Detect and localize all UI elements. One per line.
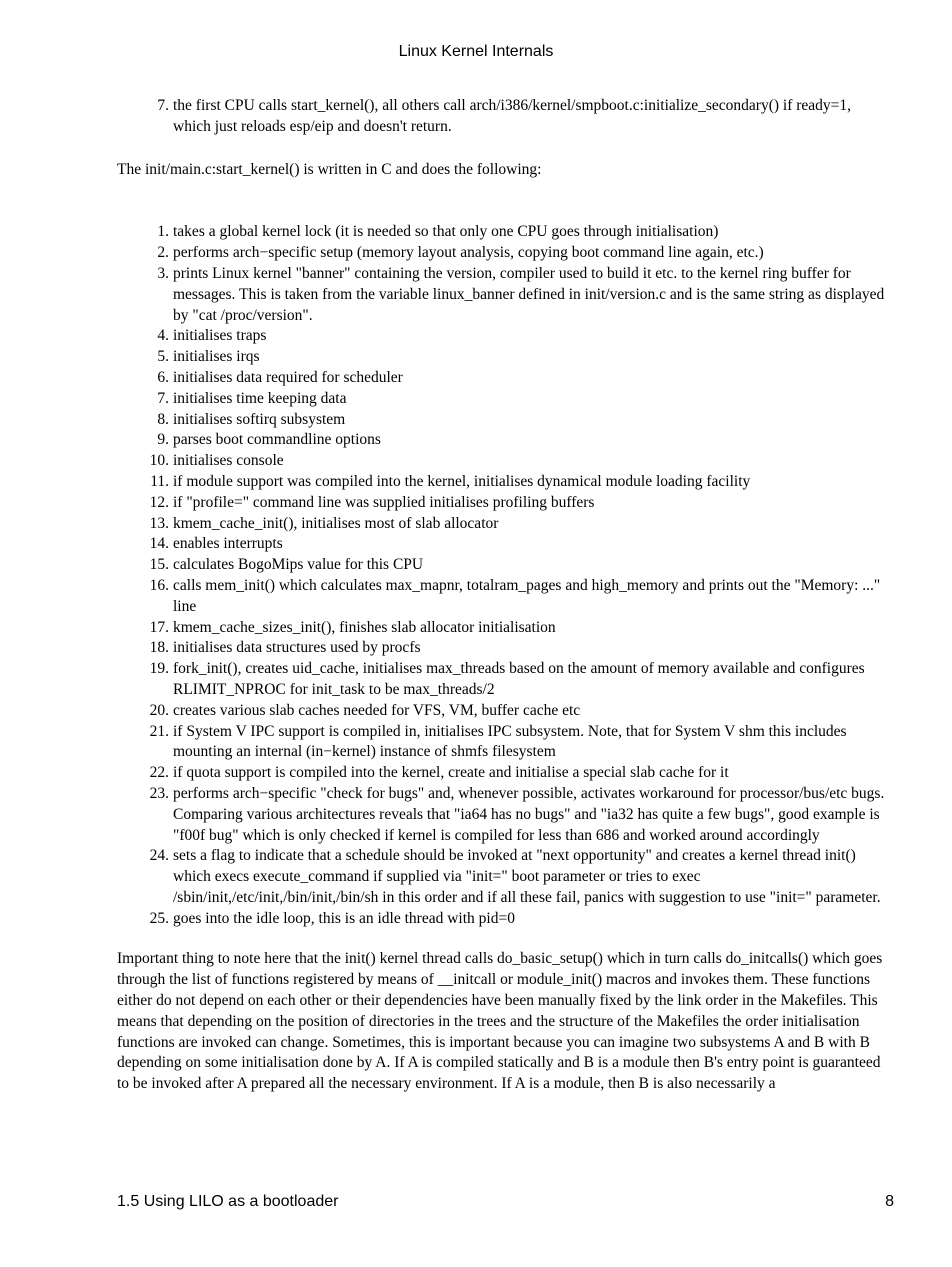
- list-item-number: 24.: [149, 847, 169, 865]
- footer-section-title: 1.5 Using LILO as a bootloader: [117, 1193, 339, 1210]
- list-item-text: if quota support is compiled into the kernel, create and initialise a special slab cache for it: [173, 764, 729, 782]
- list-item: [117, 514, 892, 535]
- list-item-number: 22.: [149, 764, 169, 782]
- list-item-text: prints Linux kernel "banner" containing the version, compiler used to build it etc. to the kernel ring buffer for messages. This is taken from the variable linux_banner defined in init/version.c and is the same string as displayed by "cat /proc/version".: [173, 264, 885, 324]
- list-item-text: the first CPU calls start_kernel(), all others call arch/i386/kernel/smpboot.c:initialize_secondary() if ready=1, which just reloads esp/eip and doesn't return.: [173, 97, 852, 135]
- list-item: [117, 368, 892, 389]
- list-item: [117, 326, 892, 347]
- list-item-text: if module support was compiled into the kernel, initialises dynamical module loading facility: [173, 472, 751, 490]
- list-item-number: 8.: [157, 410, 169, 428]
- list-item: [117, 722, 892, 764]
- list-item: [117, 618, 892, 639]
- list-item-number: 10.: [149, 452, 169, 470]
- list-item: [117, 243, 892, 264]
- list-item-text: kmem_cache_init(), initialises most of slab allocator: [173, 514, 499, 532]
- list-item-text: if "profile=" command line was supplied initialises profiling buffers: [173, 493, 595, 511]
- list-item-text: parses boot commandline options: [173, 431, 381, 449]
- list-item-text: goes into the idle loop, this is an idle thread with pid=0: [173, 909, 515, 927]
- list-item: [117, 493, 892, 514]
- list-item-number: 25.: [149, 909, 169, 927]
- list-item-text: performs arch−specific setup (memory layout analysis, copying boot command line again, etc.): [173, 244, 764, 262]
- list-item-number: 15.: [149, 556, 169, 574]
- list-item: [117, 909, 892, 930]
- list-item-text: initialises console: [173, 452, 284, 470]
- list-item-text: initialises time keeping data: [173, 389, 347, 407]
- page-header: [0, 42, 952, 62]
- intro-paragraph: The init/main.c:start_kernel() is written in C and does the following:: [117, 160, 542, 178]
- list-item-number: 4.: [157, 327, 169, 345]
- list-item: [117, 701, 892, 722]
- list-item-number: 6.: [157, 368, 169, 386]
- list-item-text: fork_init(), creates uid_cache, initialises max_threads based on the amount of memory available and configures RLIMIT_NPROC for init_task to be max_threads/2: [173, 660, 865, 698]
- list-item-text: calculates BogoMips value for this CPU: [173, 556, 424, 574]
- list-item-number: 16.: [149, 576, 169, 594]
- list-item-number: 18.: [149, 639, 169, 657]
- list-item-text: initialises data required for scheduler: [173, 368, 403, 386]
- list-item-number: 12.: [149, 493, 169, 511]
- list-item-text: performs arch−specific "check for bugs" and, whenever possible, activates workaround for processor/bus/etc bugs. Comparing various architectures reveals that "ia64 has no bugs" and "ia32 has quite a few bugs", good example is "f00f bug" which is only checked if kernel is compiled for less than 686 and worked around accordingly: [173, 784, 885, 844]
- list-item-text: if System V IPC support is compiled in, initialises IPC subsystem. Note, that for System V shm this includes mounting an internal (in−kernel) instance of shmfs filesystem: [173, 722, 847, 761]
- list-item-number: 14.: [149, 535, 169, 553]
- closing-paragraph: Important thing to note here that the init() kernel thread calls do_basic_setup() which in turn calls do_initcalls() which goes through the list of functions registered by means of __initcall or module_init() macros and invokes them. These functions either do not depend on each other or their dependencies have been manually fixed by the link order in the Makefiles. This means that depending on the position of directories in the trees and the structure of the Makefiles the order initialisation functions are invoked can change. Sometimes, this is important because you can imagine two subsystems A and B with B depending on some initialisation done by A. If A is compiled statically and B is a module then B's entry point is guaranteed to be invoked after A prepared all the necessary environment. If A is a module, then B is also necessarily a: [117, 950, 883, 1093]
- page-body: [117, 96, 892, 1095]
- list-item-number: 9.: [157, 431, 169, 449]
- list-item: [117, 555, 892, 576]
- list-item-number: 3.: [157, 264, 169, 282]
- list-item-number: 17.: [149, 618, 169, 636]
- list-item: [117, 410, 892, 431]
- list-item-number: 2.: [157, 244, 169, 262]
- list-item-number: 5.: [157, 348, 169, 366]
- list-item-text: creates various slab caches needed for VFS, VM, buffer cache etc: [173, 701, 581, 719]
- running-title: Linux Kernel Internals: [398, 43, 554, 60]
- continued-list: [117, 96, 892, 138]
- list-item-number: 19.: [149, 660, 169, 678]
- start-kernel-steps-list: [117, 222, 892, 929]
- list-item-text: takes a global kernel lock (it is needed so that only one CPU goes through initialisation): [173, 223, 719, 241]
- list-item: [117, 659, 892, 701]
- list-item: [117, 264, 892, 326]
- list-item-text: enables interrupts: [173, 535, 283, 553]
- list-item: [117, 784, 892, 846]
- list-item: [117, 763, 892, 784]
- list-item: [117, 389, 892, 410]
- list-item: [117, 534, 892, 555]
- list-item-number: 11.: [150, 472, 169, 490]
- list-item-text: sets a flag to indicate that a schedule should be invoked at "next opportunity" and creates a kernel thread init() which execs execute_command if supplied via "init=" boot parameter or tries to exec /sbin/init,/etc/init,/bin/init,/bin/sh in this order and if all these fail, panics with suggestion to use "init=" parameter.: [173, 847, 881, 906]
- footer-page-number: 8: [885, 1193, 894, 1210]
- list-item: [117, 222, 892, 243]
- list-item: [117, 638, 892, 659]
- list-item: [117, 347, 892, 368]
- list-item: [117, 846, 892, 908]
- list-item-number: 13.: [149, 514, 169, 532]
- list-item-text: initialises data structures used by procfs: [173, 639, 421, 657]
- list-item: [117, 472, 892, 493]
- list-item: [117, 576, 892, 618]
- list-item: [117, 96, 892, 138]
- list-item-number: 21.: [149, 722, 169, 740]
- list-item: [117, 430, 892, 451]
- list-item-number: 20.: [149, 701, 169, 719]
- list-item-text: initialises traps: [173, 327, 267, 345]
- list-item: [117, 451, 892, 472]
- list-item-number: 7.: [157, 97, 169, 114]
- list-item-text: kmem_cache_sizes_init(), finishes slab allocator initialisation: [173, 618, 556, 636]
- list-item-number: 7.: [157, 389, 169, 407]
- list-item-text: initialises irqs: [173, 348, 260, 366]
- list-item-number: 1.: [157, 223, 169, 241]
- list-item-text: calls mem_init() which calculates max_mapnr, totalram_pages and high_memory and prints out the "Memory: ..." line: [173, 576, 881, 615]
- list-item-number: 23.: [149, 784, 169, 802]
- list-item-text: initialises softirq subsystem: [173, 410, 346, 428]
